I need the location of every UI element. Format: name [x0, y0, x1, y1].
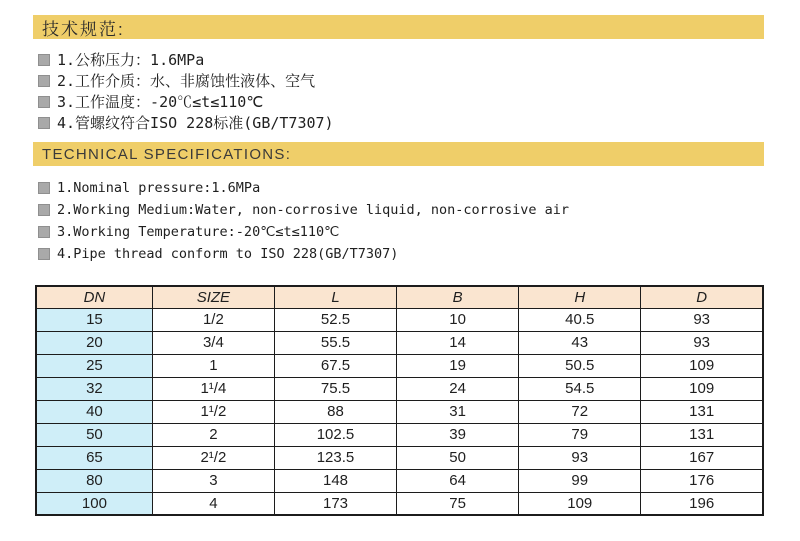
spec-item	[38, 112, 764, 133]
col-header-h: H	[519, 286, 641, 308]
spec-item-text: 1.公称压力：1.6MPa	[57, 51, 205, 69]
cell-dn: 20	[36, 331, 152, 354]
table-row	[36, 331, 763, 354]
cell-h: 79	[519, 423, 641, 446]
col-header-dn: DN	[36, 286, 152, 308]
section-title-en: TECHNICAL SPECIFICATIONS:	[42, 145, 292, 163]
table-header-row	[36, 286, 763, 308]
cell-h: 109	[519, 492, 641, 515]
cell-l: 55.5	[274, 331, 396, 354]
cell-l: 75.5	[274, 377, 396, 400]
cell-dn: 65	[36, 446, 152, 469]
spec-list-en	[38, 177, 764, 265]
table-row	[36, 354, 763, 377]
cell-h: 54.5	[519, 377, 641, 400]
cell-size: 1	[152, 354, 274, 377]
cell-b: 31	[397, 400, 519, 423]
col-header-l: L	[274, 286, 396, 308]
section-title-cn: 技术规范:	[42, 19, 125, 39]
table-row	[36, 469, 763, 492]
spec-item	[38, 49, 764, 70]
cell-size: 3/4	[152, 331, 274, 354]
cell-size: 4	[152, 492, 274, 515]
cell-d: 93	[641, 331, 763, 354]
spec-item	[38, 177, 764, 199]
cell-dn: 40	[36, 400, 152, 423]
square-bullet-icon	[38, 54, 50, 66]
table-row	[36, 308, 763, 331]
cell-h: 72	[519, 400, 641, 423]
section-header-cn	[33, 15, 764, 39]
cell-size: 3	[152, 469, 274, 492]
cell-l: 123.5	[274, 446, 396, 469]
cell-h: 43	[519, 331, 641, 354]
cell-l: 148	[274, 469, 396, 492]
square-bullet-icon	[38, 182, 50, 194]
cell-b: 64	[397, 469, 519, 492]
spec-item-text: 3.Working Temperature:-20℃≤t≤110℃	[57, 224, 340, 240]
spec-item-text: 4.管螺纹符合ISO 228标准(GB/T7307)	[57, 114, 334, 132]
square-bullet-icon	[38, 96, 50, 108]
table-row	[36, 377, 763, 400]
cell-d: 176	[641, 469, 763, 492]
spec-item-text: 2.工作介质：水、非腐蚀性液体、空气	[57, 72, 316, 90]
cell-dn: 100	[36, 492, 152, 515]
col-header-d: D	[641, 286, 763, 308]
spec-item-text: 2.Working Medium:Water, non-corrosive liquid, non-corrosive air	[57, 202, 570, 218]
square-bullet-icon	[38, 248, 50, 260]
cell-b: 39	[397, 423, 519, 446]
cell-d: 131	[641, 423, 763, 446]
cell-l: 102.5	[274, 423, 396, 446]
cell-dn: 25	[36, 354, 152, 377]
cell-h: 93	[519, 446, 641, 469]
cell-size: 1¹/4	[152, 377, 274, 400]
spec-item	[38, 221, 764, 243]
cell-l: 173	[274, 492, 396, 515]
spec-item	[38, 199, 764, 221]
square-bullet-icon	[38, 75, 50, 87]
section-header-en	[33, 142, 764, 166]
cell-d: 167	[641, 446, 763, 469]
cell-b: 50	[397, 446, 519, 469]
cell-b: 19	[397, 354, 519, 377]
cell-d: 93	[641, 308, 763, 331]
spec-item-text: 1.Nominal pressure:1.6MPa	[57, 180, 261, 196]
cell-dn: 50	[36, 423, 152, 446]
cell-b: 10	[397, 308, 519, 331]
col-header-b: B	[397, 286, 519, 308]
square-bullet-icon	[38, 204, 50, 216]
cell-d: 109	[641, 354, 763, 377]
page-content	[33, 15, 764, 516]
cell-d: 196	[641, 492, 763, 515]
dimensions-table	[35, 285, 764, 516]
spec-item	[38, 243, 764, 265]
cell-dn: 15	[36, 308, 152, 331]
square-bullet-icon	[38, 117, 50, 129]
table-row	[36, 446, 763, 469]
table-row	[36, 492, 763, 515]
cell-size: 2¹/2	[152, 446, 274, 469]
square-bullet-icon	[38, 226, 50, 238]
cell-b: 14	[397, 331, 519, 354]
cell-dn: 80	[36, 469, 152, 492]
table-row	[36, 400, 763, 423]
spec-item	[38, 91, 764, 112]
table-row	[36, 423, 763, 446]
col-header-size: SIZE	[152, 286, 274, 308]
cell-d: 131	[641, 400, 763, 423]
spec-item-text: 3.工作温度：-20℃≤t≤110℃	[57, 93, 264, 111]
cell-size: 2	[152, 423, 274, 446]
cell-h: 40.5	[519, 308, 641, 331]
cell-size: 1¹/2	[152, 400, 274, 423]
cell-l: 67.5	[274, 354, 396, 377]
spec-list-cn	[38, 49, 764, 133]
cell-b: 24	[397, 377, 519, 400]
spec-item	[38, 70, 764, 91]
spec-item-text: 4.Pipe thread conform to ISO 228(GB/T7307)	[57, 246, 399, 262]
cell-h: 99	[519, 469, 641, 492]
cell-l: 52.5	[274, 308, 396, 331]
cell-d: 109	[641, 377, 763, 400]
cell-l: 88	[274, 400, 396, 423]
cell-h: 50.5	[519, 354, 641, 377]
cell-dn: 32	[36, 377, 152, 400]
cell-b: 75	[397, 492, 519, 515]
cell-size: 1/2	[152, 308, 274, 331]
